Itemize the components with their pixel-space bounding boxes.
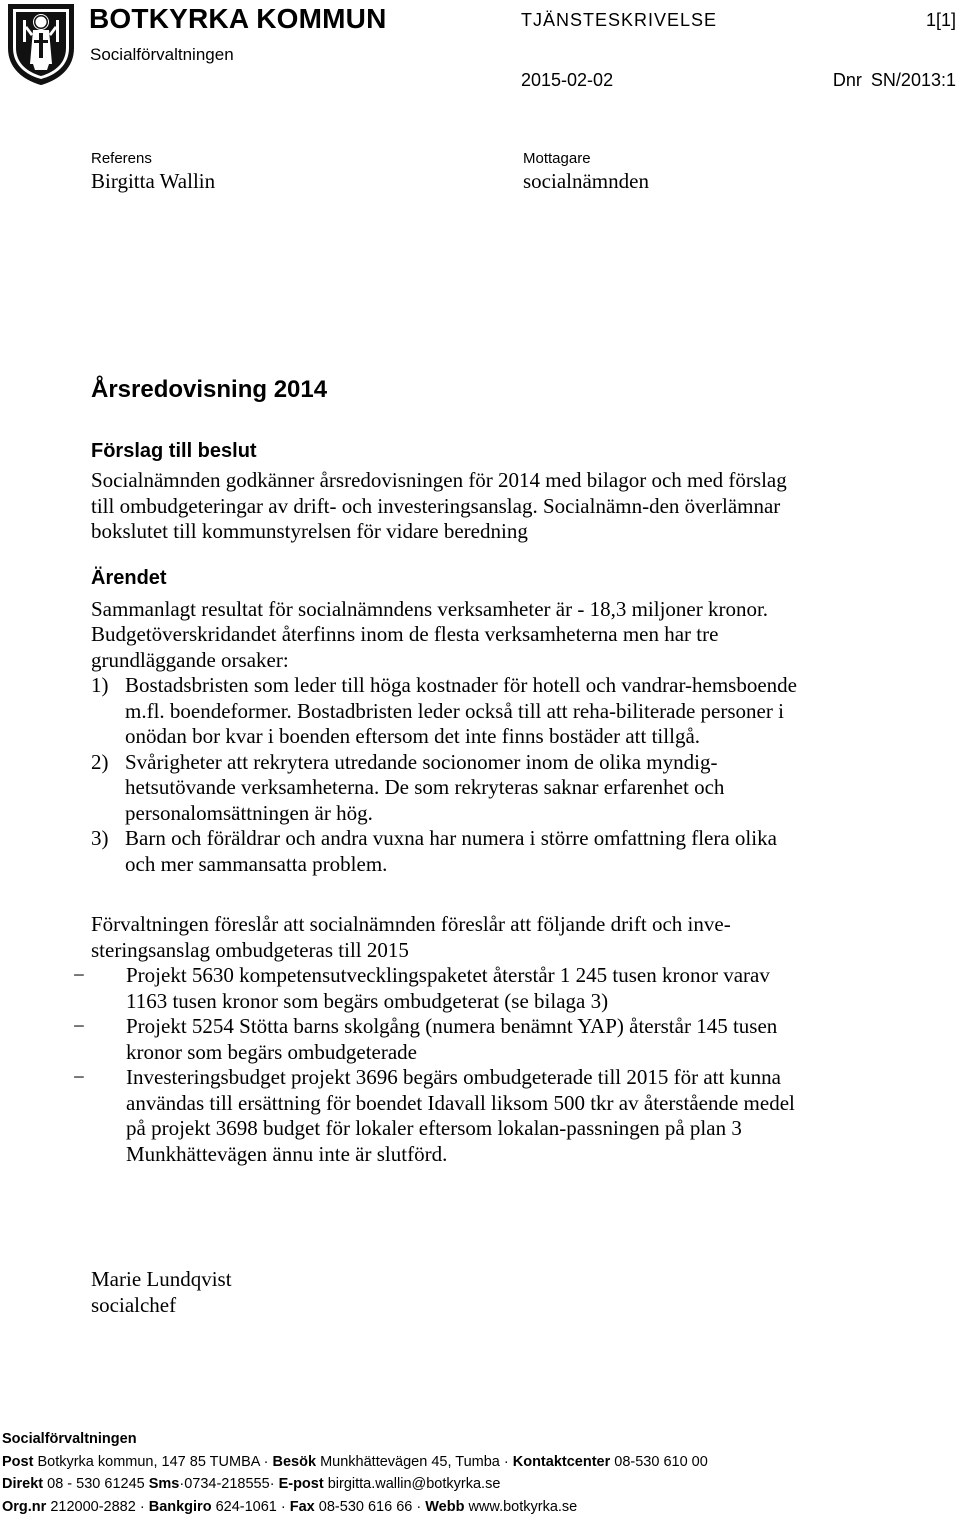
list-item-text: Svårigheter att rekrytera utredande socionomer inom de olika myndig-hetsutövande verksamheterna. De som rekryteras saknar erfarenhet och personalomsättningen är hög. bbox=[125, 749, 725, 825]
contact-value: 08-530 610 00 bbox=[614, 1453, 708, 1470]
proposal-heading: Förslag till beslut bbox=[91, 440, 257, 462]
recipient-label: Mottagare bbox=[523, 150, 591, 167]
list-item-text: Projekt 5630 kompetensutvecklingspaketet återstår 1 245 tusen kronor varav 1163 tusen kronor som begärs ombudgeterat (se bilaga 3) bbox=[126, 963, 770, 1013]
recipient-value: socialnämnden bbox=[523, 169, 649, 193]
contact-footer: Socialförvaltningen Post Botkyrka kommun, 147 85 TUMBA · Besök Munkhättevägen 45, Tumba · Kontaktcenter 08-530 610 00 Direkt 08 - 530 61245 Sms·0734-218555· E-post birgitta.wallin@botkyrka.se Org.nr 212000-2882 · Bankgiro 624-1061 · Fax 08-530 616 66 · Webb www.botkyrka.se bbox=[2, 1431, 708, 1516]
list-item-text: Investeringsbudget projekt 3696 begärs ombudgeterade till 2015 för att kunna användas till ersättning för boendet Idavall liksom 500 tkr av återstående medel på projekt 3698 budget för lokaler eftersom lokalan-passningen på plan 3 Munkhättevägen ännu inte är slutförd. bbox=[126, 1065, 795, 1166]
list-item bbox=[73, 1014, 811, 1065]
footer-department: Socialförvaltningen bbox=[2, 1431, 137, 1447]
list-item-text: Projekt 5254 Stötta barns skolgång (numera benämnt YAP) återstår 145 tusen kronor som begärs ombudgeterade bbox=[126, 1014, 778, 1064]
administration-proposal-text: Förvaltningen föreslår att socialnämnden föreslår att följande drift och inve-steringsanslag ombudgeteras till 2015 bbox=[91, 912, 731, 962]
direct-label: Direkt bbox=[2, 1476, 44, 1493]
sms-value: 0734-218555 bbox=[184, 1476, 270, 1493]
bankgiro-value: 624-1061 bbox=[215, 1499, 277, 1516]
list-item-text: Barn och föräldrar och andra vuxna har numera i större omfattning flera olika och mer sammansatta problem. bbox=[125, 826, 777, 876]
dash-bullet: − bbox=[73, 1014, 85, 1038]
sms-label: Sms bbox=[148, 1476, 180, 1493]
signatory-role: socialchef bbox=[91, 1292, 177, 1317]
web-link[interactable]: www.botkyrka.se bbox=[468, 1499, 578, 1516]
contact-label: Kontaktcenter bbox=[512, 1453, 611, 1470]
fax-value: 08-530 616 66 bbox=[318, 1499, 413, 1516]
list-number: 1) bbox=[91, 673, 109, 697]
list-item bbox=[91, 750, 811, 827]
fax-label: Fax bbox=[289, 1499, 315, 1516]
coat-of-arms-icon bbox=[6, 2, 76, 86]
post-value: Botkyrka kommun, 147 85 TUMBA bbox=[37, 1453, 260, 1470]
document-type: TJÄNSTESKRIVELSE bbox=[521, 10, 718, 30]
registration-number: Dnr SN/2013:1 bbox=[832, 70, 956, 90]
bankgiro-label: Bankgiro bbox=[148, 1499, 212, 1516]
signatory-name: Marie Lundqvist bbox=[91, 1267, 232, 1291]
list-item bbox=[91, 826, 811, 877]
list-item bbox=[91, 673, 811, 750]
dash-bullet: − bbox=[73, 963, 85, 987]
list-item-text: Bostadsbristen som leder till höga kostnader för hotell och vandrar-hemsboende m.fl. boendeformer. Bostadbristen leder också till att reha-biliterade personer i onödan bor kvar i boenden eftersom det inte finns bostäder att tillgå. bbox=[125, 673, 797, 748]
overrun-text: Budgetöverskridandet återfinns inom de flesta verksamheterna men har tre grundläggande orsaker: bbox=[91, 622, 719, 672]
org-number-value: 212000-2882 bbox=[50, 1499, 136, 1516]
email-link[interactable]: birgitta.wallin@botkyrka.se bbox=[327, 1476, 501, 1493]
page-number: 1[1] bbox=[925, 10, 956, 30]
email-label: E-post bbox=[278, 1476, 324, 1493]
org-number-label: Org.nr bbox=[2, 1499, 47, 1516]
dash-bullet: − bbox=[73, 1065, 85, 1089]
list-number: 2) bbox=[91, 749, 109, 774]
list-number: 3) bbox=[91, 826, 109, 850]
case-heading: Ärendet bbox=[91, 566, 167, 589]
visit-label: Besök bbox=[272, 1453, 317, 1470]
web-label: Webb bbox=[425, 1499, 465, 1516]
document-title: Årsredovisning 2014 bbox=[91, 376, 328, 403]
reference-label: Referens bbox=[91, 150, 152, 167]
result-text: Sammanlagt resultat för socialnämndens verksamheter är - 18,3 miljoner kronor. bbox=[91, 596, 769, 621]
signature-block bbox=[91, 1267, 232, 1318]
department-name: Socialförvaltningen bbox=[90, 45, 234, 64]
post-label: Post bbox=[2, 1453, 34, 1470]
list-item bbox=[73, 963, 811, 1014]
direct-value: 08 - 530 61245 bbox=[47, 1476, 145, 1493]
document-date: 2015-02-02 bbox=[521, 70, 614, 90]
organization-name: BOTKYRKA KOMMUN bbox=[89, 3, 387, 34]
list-item bbox=[73, 1065, 811, 1167]
reference-value: Birgitta Wallin bbox=[91, 169, 216, 193]
proposal-text: Socialnämnden godkänner årsredovisningen för 2014 med bilagor och med förslag till ombudgeteringar av drift- och investeringsanslag. Socialnämn-den överlämnar bokslutet till kommunstyrelsen för vidare beredning bbox=[91, 468, 787, 543]
document-body bbox=[73, 375, 811, 1167]
visit-value: Munkhättevägen 45, Tumba bbox=[320, 1453, 500, 1470]
